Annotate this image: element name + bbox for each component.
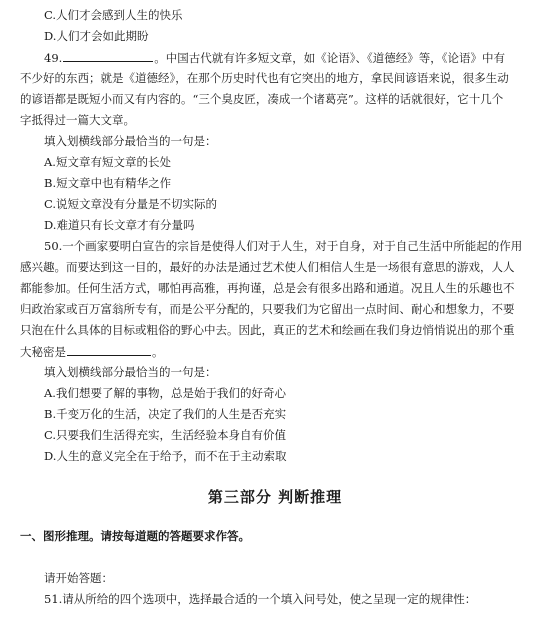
q50-option-d: D.人生的意义完全在于给予，而不在于主动索取 [44,449,287,463]
section-title: 第三部分 判断推理 [207,488,343,506]
q49-prompt: 填入划横线部分最恰当的一句是： [44,134,217,148]
q51-text: 51.请从所给的四个选项中，选择最合适的一个填入问号处，使之呈现一定的规律性： [44,592,477,606]
q49-number: 49. [44,51,63,65]
q50-line-3: 都能参加。任何生活方式，哪怕再高雅，再拘谨，总是会有很多出路和通道。况且人生的乐趣也不 [20,281,515,295]
q50-option-c: C.只要我们生活得充实，生活经验本身自有价值 [44,428,287,442]
q49-option-a: A.短文章有短文章的长处 [44,155,171,169]
q50-line-1: 50.一个画家要明白宣告的宗旨是使得人们对于人生，对于自身，对于自己生活中所能起的作用 [44,239,523,253]
q49-option-d: D.难道只有长文章才有分量吗 [44,218,195,232]
q50-text-before-blank: 大秘密是 [20,345,66,359]
q49-line-1 [44,50,505,65]
q49-line-3: 的谚语都是既短小而又有内容的。“三个臭皮匠，凑成一个诸葛亮”。这样的话就很好，它十几个 [20,92,504,106]
answer-blank [67,344,151,356]
q49-text-1: 。中国古代就有许多短文章，如《论语》、《道德经》等，《论语》中有 [154,51,506,65]
q48-option-d: D.人们才会如此期盼 [44,29,149,43]
q50-line-5: 只泡在什么具体的目标或粗俗的野心中去。因此，真正的艺术和绘画在我们身边悄悄说出的那个重 [20,323,515,337]
q50-line-6 [20,344,164,359]
q49-line-4: 字抵得过一篇大文章。 [20,113,135,127]
q50-line-2: 感兴趣。而要达到这一目的，最好的办法是通过艺术使人们相信人生是一场很有意思的游戏，人人 [20,260,515,274]
q49-option-b: B.短文章中也有精华之作 [44,176,172,190]
q50-option-b: B.千变万化的生活，决定了我们的人生是否充实 [44,407,287,421]
q50-prompt: 填入划横线部分最恰当的一句是： [44,365,217,379]
q50-text-after-blank: 。 [152,345,164,359]
subsection-heading: 一、图形推理。请按每道题的答题要求作答。 [20,529,250,543]
q49-line-2: 不少好的东西；就是《道德经》，在那个历史时代也有它突出的地方，拿民间谚语来说，很多生动 [20,71,509,85]
start-answering: 请开始答题： [44,571,113,585]
q49-option-c: C.说短文章没有分量是不切实际的 [44,197,218,211]
q48-option-c: C.人们才会感到人生的快乐 [44,8,183,22]
answer-blank [63,50,153,62]
q50-line-4: 归政治家或百万富翁所专有，而是公平分配的，只要我们为它留出一点时间、耐心和想象力，不要 [20,302,515,316]
q50-option-a: A.我们想要了解的事物，总是始于我们的好奇心 [44,386,286,400]
